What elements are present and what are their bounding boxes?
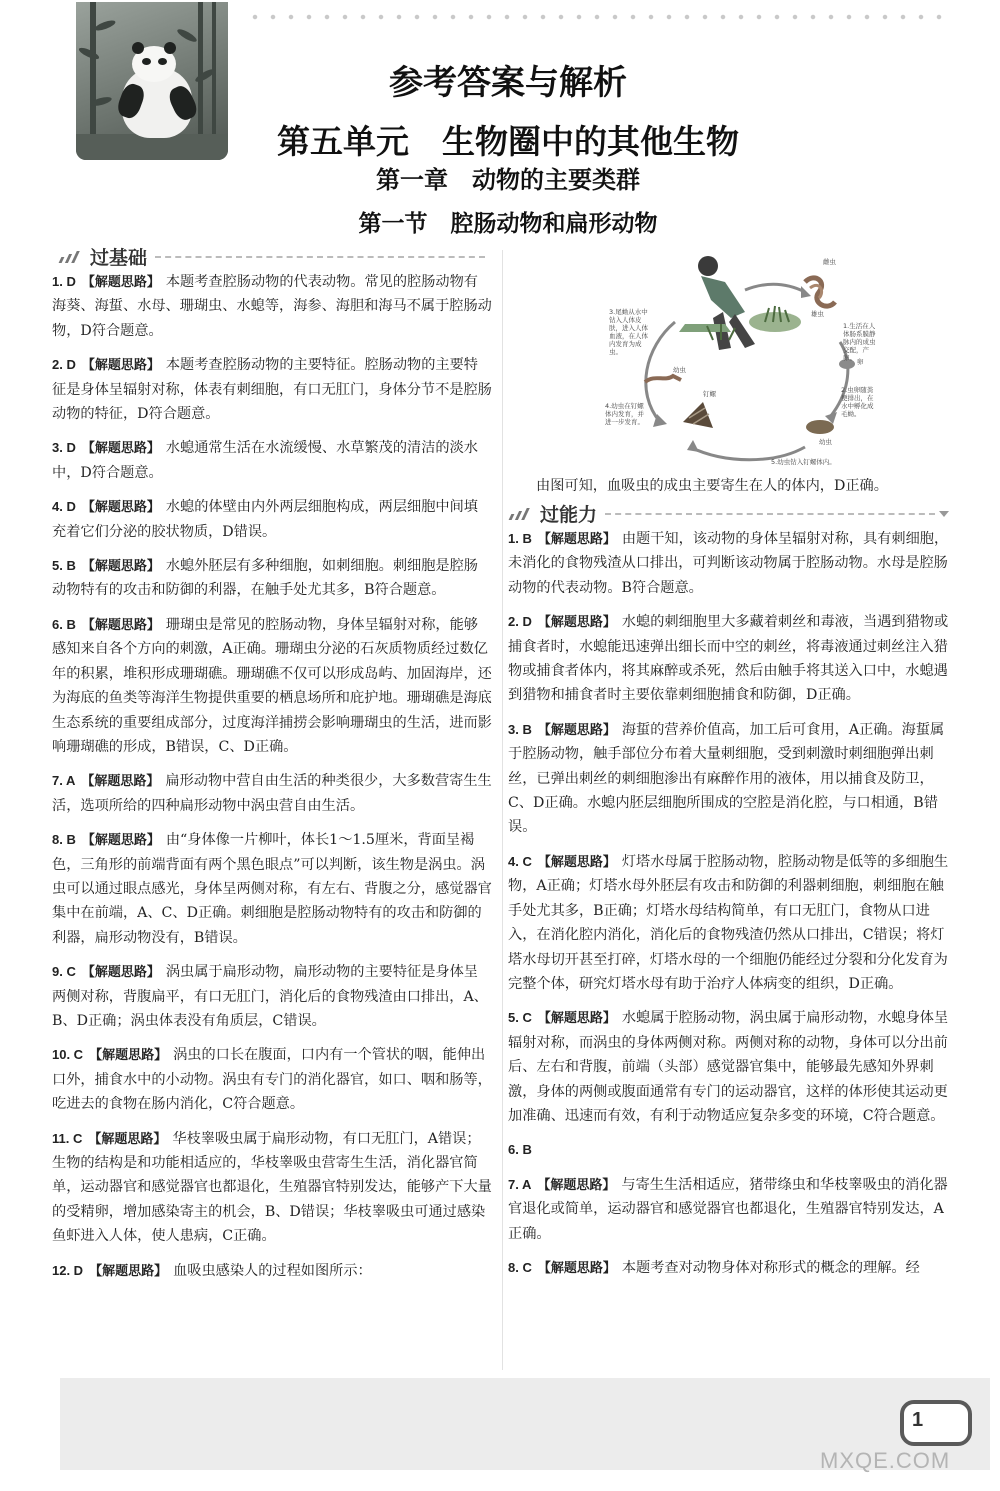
column-divider xyxy=(502,250,503,1370)
solution-tag: 【解题思路】 xyxy=(81,964,160,980)
answer-item xyxy=(52,353,492,426)
answer-number: 12. D xyxy=(52,1262,84,1278)
solution-tag: 【解题思路】 xyxy=(537,1176,616,1192)
answer-number: 2. D xyxy=(52,357,76,373)
fig-label-step5: 5.幼虫钻入钉螺体内。 xyxy=(771,458,836,466)
answer-item xyxy=(508,1173,950,1246)
ability-section-heading xyxy=(508,500,949,527)
answer-explanation: 扁形动物中营自由生活的种类很少，大多数营寄生生活，选项所给的四种扁形动物中涡虫营自由生活。 xyxy=(52,773,492,814)
page-number-badge xyxy=(900,1400,972,1446)
fig-label-snail: 钉螺 xyxy=(703,390,716,398)
answer-item xyxy=(52,960,492,1033)
answer-item xyxy=(52,270,492,343)
answer-number: 1. D xyxy=(52,274,76,289)
answer-explanation: 华枝睾吸虫属于扁形动物，有口无肛门，A错误；生物的结构是和功能相适应的，华枝睾吸虫营寄生生活，消化器官简单，运动器官和感觉器官也都退化，生殖器官特别发达，能够产下大量的受精卵，增加感染寄主的机会，B、D错误；华枝睾吸虫可通过感染鱼虾进入人体，使人患病，C正确。 xyxy=(52,1130,492,1245)
section-heading-label: 过能力 xyxy=(540,504,598,526)
answer-explanation: 海蜇的营养价值高，加工后可食用，A正确。海蜇属于腔肠动物，触手部位分布着大量刺细胞，受到刺激时刺细胞弹出刺丝，已弹出刺丝的刺细胞渗出有麻醉作用的液体，用以捕食及防卫，C、D正确。水螅内胚层细胞所围成的空腔是消化腔，与口相通，B错误。 xyxy=(508,721,945,836)
lifecycle-diagram xyxy=(605,252,875,470)
dotted-rule xyxy=(246,14,946,20)
answer-number: 6. B xyxy=(52,616,76,632)
answer-number: 7. A xyxy=(52,773,76,789)
solution-tag: 【解题思路】 xyxy=(537,1259,616,1275)
answer-number: 10. C xyxy=(52,1047,84,1063)
answer-number: 9. C xyxy=(52,964,76,980)
answer-explanation: 涡虫属于扁形动物，扁形动物的主要特征是身体呈两侧对称，背腹扁平，有口无肛门，消化后的食物残渣由口排出，A、B、D正确；涡虫体表没有角质层，C错误。 xyxy=(52,964,488,1029)
answer-explanation: 由题干知，该动物的身体呈辐射对称，具有刺细胞，未消化的食物残渣从口排出，可判断该动物属于腔肠动物。水母是腔肠动物的代表动物。B符合题意。 xyxy=(508,531,949,596)
figure-caption: 由图可知，血吸虫的成虫主要寄生在人的体内，D正确。 xyxy=(536,478,888,494)
answer-number: 6. B xyxy=(508,1142,532,1158)
answer-item xyxy=(52,495,492,544)
solution-tag: 【解题思路】 xyxy=(89,1262,168,1278)
solution-tag: 【解题思路】 xyxy=(88,1130,167,1146)
solution-tag: 【解题思路】 xyxy=(89,1047,168,1063)
answer-explanation: 涡虫的口长在腹面，口内有一个管状的咽，能伸出口外，捕食水中的小动物。涡虫有专门的消化器官，如口、咽和肠等，吃进去的食物在肠内消化，C符合题意。 xyxy=(52,1047,492,1113)
answer-number: 8. B xyxy=(52,832,76,848)
solution-tag: 【解题思路】 xyxy=(81,440,160,456)
answer-explanation: 血吸虫感染人的过程如图所示： xyxy=(173,1262,372,1279)
answer-item xyxy=(52,1259,492,1283)
answer-explanation: 水螅属于腔肠动物，涡虫属于扁形动物，水螅身体呈辐射对称，而涡虫的身体两侧对称。两侧对称的动物，身体可以分出前后、左右和背腹，前端（头部）感觉器官集中，能够最先感知外界刺激，身体的两侧或腹面通常有专门的运动器官，这样的体形使其运动更加准确、迅速而有效，有利于动物适应复杂多变的环境，C符合题意。 xyxy=(508,1010,949,1124)
solution-tag: 【解题思路】 xyxy=(537,853,616,869)
answer-item xyxy=(52,1043,492,1116)
answer-item xyxy=(52,436,492,485)
answer-item xyxy=(508,850,950,996)
fig-label-adult: 雌虫 xyxy=(823,258,836,266)
answer-item xyxy=(508,1006,950,1128)
answer-item xyxy=(508,1256,950,1280)
site-watermark: MXQE.COM xyxy=(820,1448,951,1473)
solution-tag: 【解题思路】 xyxy=(537,1010,616,1026)
schistosome-lifecycle-figure xyxy=(605,252,875,470)
answer-item xyxy=(508,610,950,708)
answer-number: 8. C xyxy=(508,1259,532,1275)
answer-explanation: 水螅的刺细胞里大多藏着刺丝和毒液，当遇到猎物或捕食者时，水螅能迅速弹出细长而中空的刺丝，将毒液通过刺丝注入猎物或捕食者体内，将其麻醉或杀死，然后由触手将其送入口中，水螅遇到猎物和捕食者时主要依靠刺细胞捕食和防御，D正确。 xyxy=(508,614,949,704)
answer-item xyxy=(52,828,492,950)
answer-explanation: 水螅的体壁由内外两层细胞构成，两层细胞中间填充着它们分泌的胶状物质，D错误。 xyxy=(52,499,478,540)
answer-item xyxy=(508,718,950,840)
fig-label-male: 雄虫 xyxy=(811,310,824,318)
answer-number: 5. B xyxy=(52,558,76,574)
basic-section-heading xyxy=(58,243,485,270)
fig-label-step1: 1.生活在人体肠系膜静脉内的成虫交配，产卵。 xyxy=(843,322,876,362)
answer-explanation: 本题考查腔肠动物的主要特征。腔肠动物的主要特征是身体呈辐射对称，体表有刺细胞，有口无肛门，身体分节不是腔肠动物的特征，D符合题意。 xyxy=(52,357,492,423)
answer-explanation: 灯塔水母属于腔肠动物，腔肠动物是低等的多细胞生物，A正确；灯塔水母外胚层有攻击和防御的利器刺细胞，刺细胞在触手处尤其多，B正确；灯塔水母结构简单，有口无肛门，食物从口进入，在消化腔内消化，消化后的食物残渣仍然从口排出，C错误；将灯塔水母切开甚至打碎，灯塔水母的一个细胞仍能经过分裂和分化发育为完整个体，研究灯塔水母有助于治疗人体病变的组织，D正确。 xyxy=(508,853,949,992)
page-number: 1 xyxy=(912,1409,924,1431)
answer-number: 11. C xyxy=(52,1130,83,1146)
fig-label-step3: 3.尾蚴从水中钻入人体皮肤，进入人体血液，在人体内发育为成虫。 xyxy=(609,308,648,356)
answer-number: 3. D xyxy=(52,440,76,456)
fig-label-egg: 卵 xyxy=(857,358,864,366)
solution-tag: 【解题思路】 xyxy=(81,832,160,848)
answer-item xyxy=(52,1127,492,1249)
answer-item xyxy=(52,554,492,603)
fig-label-cercaria: 幼虫 xyxy=(673,366,686,374)
solution-tag: 【解题思路】 xyxy=(81,773,160,789)
answer-number: 7. A xyxy=(508,1176,532,1192)
fig-label-step4: 4.幼虫在钉螺体内发育，并进一步发育。 xyxy=(605,402,644,426)
answer-explanation: 与寄生生活相适应，猪带绦虫和华枝睾吸虫的消化器官退化或简单，运动器官和感觉器官也都退化，生殖器官特别发达，A正确。 xyxy=(508,1176,948,1242)
right-answer-column xyxy=(508,527,950,1290)
answer-explanation: 由“身体像一片柳叶，体长1～1.5厘米，背面呈褐色，三角形的前端背面有两个黑色眼点”可以判断，该生物是涡虫。涡虫可以通过眼点感光，身体呈两侧对称，有左右、背腹之分，感觉器官集中在前端，A、C、D正确。刺细胞是腔肠动物特有的攻击和防御的利器，扁形动物没有，B错误。 xyxy=(52,832,492,946)
answer-number: 4. C xyxy=(508,853,532,869)
answer-number: 2. D xyxy=(508,614,532,630)
answer-explanation: 水螅外胚层有多种细胞，如刺细胞。刺细胞是腔肠动物特有的攻击和防御的利器，在触手处尤其多，B符合题意。 xyxy=(52,558,478,599)
solution-tag: 【解题思路】 xyxy=(537,721,616,737)
section-heading-label: 过基础 xyxy=(90,247,148,269)
answer-number: 3. B xyxy=(508,721,532,737)
answer-number: 1. B xyxy=(508,531,532,546)
fig-label-miracidium: 幼虫 xyxy=(819,438,832,446)
answer-number: 5. C xyxy=(508,1010,532,1026)
solution-tag: 【解题思路】 xyxy=(81,499,160,515)
chapter-title: 第一章 动物的主要类群 xyxy=(376,166,640,194)
answer-item xyxy=(508,527,950,600)
answer-number: 4. D xyxy=(52,499,76,515)
chevron-down-icon xyxy=(939,511,949,517)
section-mark-icon xyxy=(58,251,84,263)
page-title: 参考答案与解析 xyxy=(389,63,627,103)
answer-explanation: 珊瑚虫是常见的腔肠动物，身体呈辐射对称，能够感知来自各个方向的刺激，A正确。珊瑚虫分泌的石灰质物质经过数亿年的积累，堆积形成珊瑚礁。珊瑚礁不仅可以形成岛屿、加固海岸，还为海底的鱼类等海洋生物提供重要的栖息场所和庇护地。珊瑚礁是海底生态系统的重要组成部分，过度海洋捕捞会影响珊瑚虫的生活，进而影响珊瑚礁的形成，B错误，C、D正确。 xyxy=(52,616,492,755)
answer-explanation: 水螅通常生活在水流缓慢、水草繁茂的清洁的淡水中，D符合题意。 xyxy=(52,440,478,481)
answer-explanation: 本题考查对动物身体对称形式的概念的理解。经 xyxy=(621,1259,920,1276)
left-answer-column xyxy=(52,270,492,1293)
fig-label-step2: 2.虫卵随粪便排出，在水中孵化成毛蚴。 xyxy=(841,386,874,418)
solution-tag: 【解题思路】 xyxy=(81,274,160,289)
answer-item xyxy=(508,1138,950,1162)
section-mark-icon xyxy=(508,508,534,520)
answer-explanation: 本题考查腔肠动物的代表动物。常见的腔肠动物有海葵、海蜇、水母、珊瑚虫、水螅等，海参、海胆和海马不属于腔肠动物，D符合题意。 xyxy=(52,274,492,339)
solution-tag: 【解题思路】 xyxy=(81,558,160,574)
solution-tag: 【解题思路】 xyxy=(537,614,616,630)
solution-tag: 【解题思路】 xyxy=(81,616,160,632)
answer-item xyxy=(52,613,492,759)
solution-tag: 【解题思路】 xyxy=(81,357,160,373)
answer-item xyxy=(52,769,492,818)
section-title: 第一节 腔肠动物和扁形动物 xyxy=(358,211,658,237)
solution-tag: 【解题思路】 xyxy=(537,531,616,546)
unit-title: 第五单元 生物圈中的其他生物 xyxy=(277,122,739,161)
